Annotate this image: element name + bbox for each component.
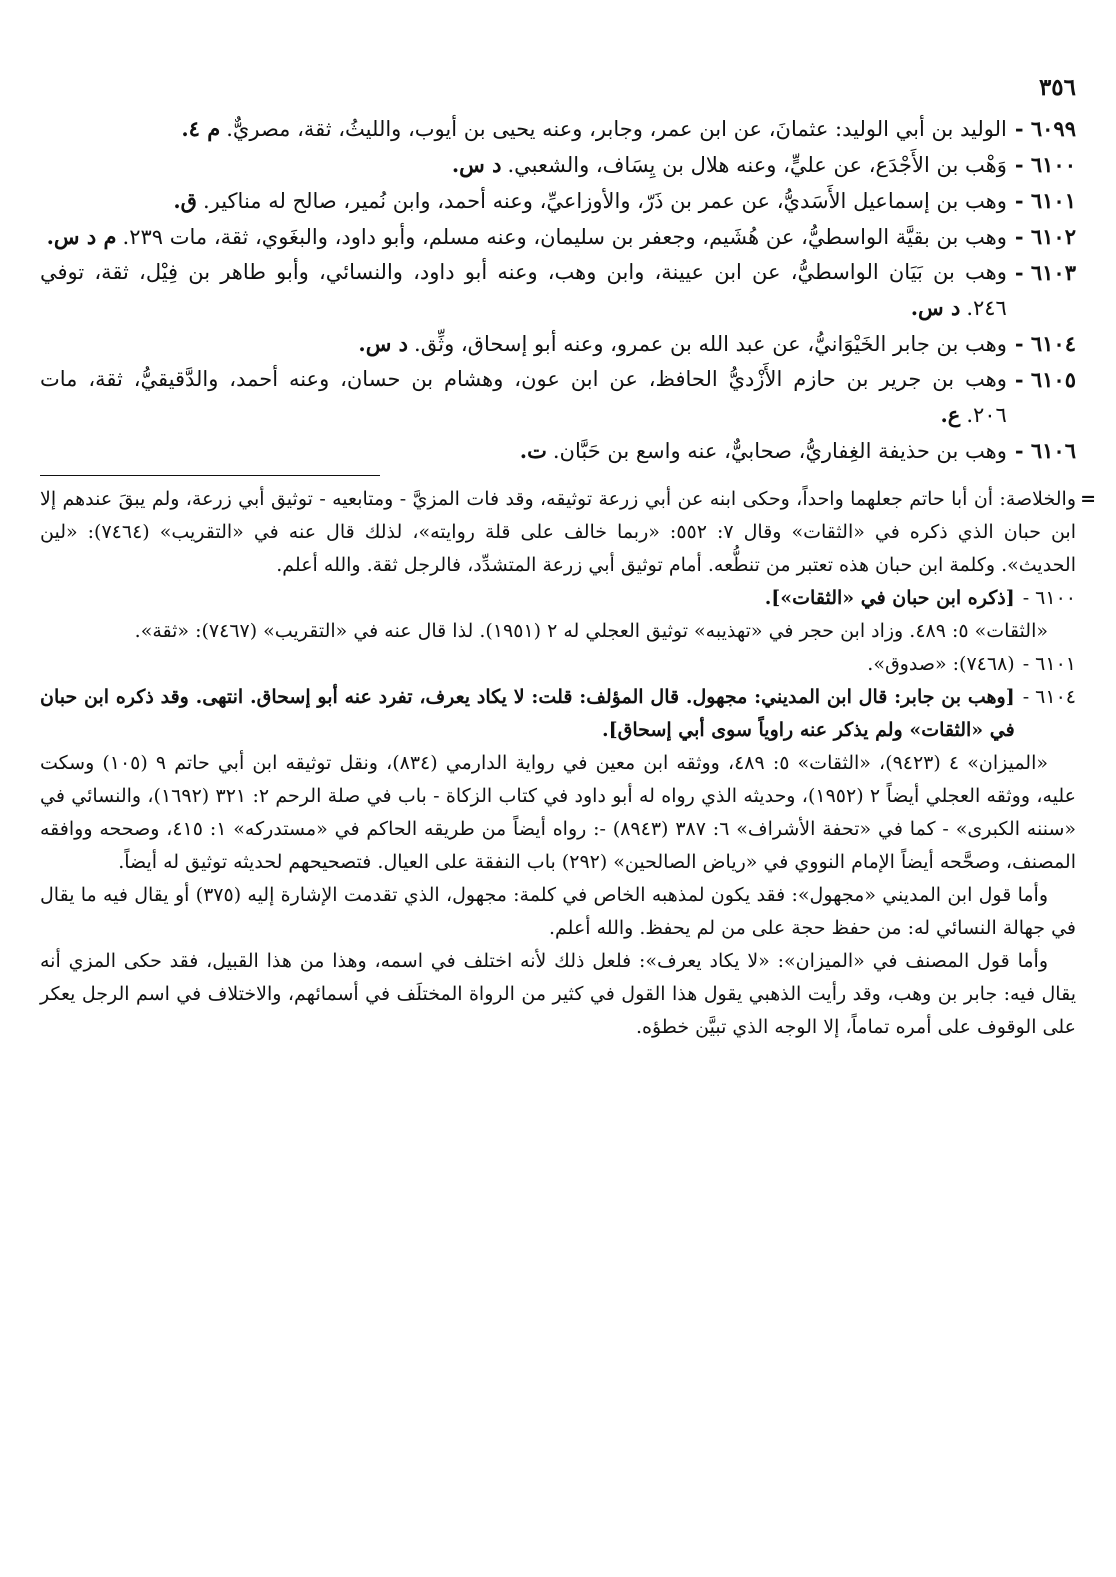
entry — [40, 433, 1076, 469]
page-number: ٣٥٦ — [1038, 74, 1076, 101]
entry-number: ٦١٠٤ - — [1015, 326, 1076, 361]
entry — [40, 326, 1076, 362]
entry-code: م د س. — [46, 224, 117, 249]
note-number: ٦١٠٠ - — [1023, 582, 1076, 615]
entry-number: ٦١٠٣ - — [1015, 255, 1076, 290]
entries-list — [40, 111, 1076, 469]
entry-text: وهب بن إسماعيل الأَسَديُّ، عن عمر بن ذَرّ، والأوزاعيِّ، وعنه أحمد، وابن نُمير، صالح له مناكير.ق. — [173, 188, 1007, 213]
entry-text: وهب بن بَيَان الواسطيُّ، عن ابن عيينة، وابن وهب، وعنه أبو داود، والنسائي، وأبو طاهر بن فِيْل، ثقة، توفي ٢٤٦.د س. — [40, 260, 1007, 320]
entry-text: وهب بن حذيفة الغِفاريُّ، صحابيٌّ، عنه واسع بن حَبَّان.ت. — [519, 438, 1007, 463]
entry — [40, 362, 1076, 433]
note-6104 — [40, 681, 1076, 747]
entry-number: ٦١٠٦ - — [1015, 433, 1076, 468]
entry — [40, 219, 1076, 255]
entry-code: م ٤. — [181, 116, 221, 141]
footnotes — [40, 483, 1096, 1044]
entry-number: ٦١٠١ - — [1015, 183, 1076, 218]
note-continuation: = والخلاصة: أن أبا حاتم جعلهما واحداً، وحكى ابنه عن أبي زرعة توثيقه، وقد فات المزيَّ - ومتابعيه - توثيق أبي زرعة، ولم يبقَ عندهم إلا ابن حبان الذي ذكره في «الثقات» وقال ٧: ٥٥٢: «ربما خالف على قلة روايته»، لذلك قال عنه في «التقريب» (٧٤٦٤): «لين الحديث». وكلمة ابن حبان هذه تعتبر من تنطُّعه. أمام توثيق أبي زرعة المتشدِّد، فالرجل ثقة. والله أعلم. — [40, 483, 1076, 582]
entry-code: ت. — [519, 438, 547, 463]
entry-text: وَهْب بن الأَجْدَع، عن عليٍّ، وعنه هلال بن يِسَاف، والشعبي.د س. — [451, 152, 1007, 177]
note-body: «الثقات» ٥: ٤٨٩. وزاد ابن حجر في «تهذيبه» توثيق العجلي له ٢ (١٩٥١). لذا قال عنه في «التقريب» (٧٤٦٧): «ثقة». — [134, 620, 1048, 642]
entry-text: الوليد بن أبي الوليد: عثمانَ، عن ابن عمر، وجابر، وعنه يحيى بن أيوب، والليثُ، ثقة، مصريٌّ.م ٤. — [181, 116, 1007, 141]
footnote-divider — [40, 475, 380, 476]
entry — [40, 147, 1076, 183]
note-paragraph: وأما قول المصنف في «الميزان»: «لا يكاد يعرف»: فلعل ذلك لأنه اختلف في اسمه، وهذا من هذا القبيل، فقد حكى المزي أنه يقال فيه: جابر بن وهب، وقد رأيت الذهبي يقول هذا القول في كثير من الرواة المختلَف في أسمائهم، والاختلاف في اسم الرجل يعكر على الوقوف على أمره تماماً، إلا الوجه الذي تبيَّن خطؤه. — [40, 950, 1076, 1038]
note-paragraph: «الميزان» ٤ (٩٤٢٣)، «الثقات» ٥: ٤٨٩، ووثقه ابن معين في رواية الدارمي (٨٣٤)، ونقل توثيقه ابن أبي حاتم ٩ (١٠٥) وسكت عليه، ووثقه العجلي أيضاً ٢ (١٩٥٢)، وحديثه الذي رواه له أبو داود في كتاب الزكاة - باب في صلة الرحم ٢: ٣٢١ (١٦٩٢)، والنسائي في «سننه الكبرى» - كما في «تحفة الأشراف» ٦: ٣٨٧ (٨٩٤٣) -: رواه أيضاً من طريقه الحاكم في «مستدركه» ١: ٤١٥، وصححه ووافقه المصنف، وصحَّحه أيضاً الإمام النووي في «رياض الصالحين» (٢٩٢) باب النفقة على العيال. فتصحيحهم لحديثه توثيق له أيضاً. — [40, 752, 1077, 873]
note-number: ٦١٠١ - — [1023, 648, 1076, 681]
continuation-mark: = — [1080, 488, 1096, 510]
entry-code: د س. — [358, 331, 409, 356]
entry-number: ٦١٠٥ - — [1015, 362, 1076, 397]
note-6101 — [40, 648, 1076, 681]
entry-number: ٦٠٩٩ - — [1015, 111, 1076, 146]
entry-code: ق. — [173, 188, 197, 213]
entry-code: د س. — [451, 152, 502, 177]
entry — [40, 111, 1076, 147]
entry-code: د س. — [910, 295, 961, 320]
footnote-divider-row — [40, 473, 1076, 483]
note-6100 — [40, 582, 1076, 615]
note-heading: [وهب بن جابر: قال ابن المديني: مجهول. قال المؤلف: قلت: لا يكاد يعرف، تفرد عنه أبو إسحاق. انتهى. وقد ذكره ابن حبان في «الثقات» ولم يذكر عنه راوياً سوى أبي إسحاق]. — [40, 686, 1015, 741]
entry-text: وهب بن جرير بن حازم الأَزْديُّ الحافظ، عن ابن عون، وهشام بن حسان، وعنه أحمد، والدَّقيقيُّ، ثقة، مات ٢٠٦.ع. — [40, 367, 1007, 427]
entry-number: ٦١٠٢ - — [1015, 219, 1076, 254]
note-paragraph: وأما قول ابن المديني «مجهول»: فقد يكون لمذهبه الخاص في كلمة: مجهول، الذي تقدمت الإشارة إليه (٣٧٥) أو يقال فيه ما يقال في جهالة النسائي له: من حفظ حجة على من لم يحفظ. والله أعلم. — [40, 884, 1076, 939]
entry-code: ع. — [940, 402, 961, 427]
entry-text: وهب بن جابر الخَيْوَانيُّ، عن عبد الله بن عمرو، وعنه أبو إسحاق، وثِّق.د س. — [358, 331, 1007, 356]
document-page — [40, 70, 1096, 1557]
entry-text: وهب بن بقيَّة الواسطيُّ، عن هُشَيم، وجعفر بن سليمان، وعنه مسلم، وأبو داود، والبغَوي، ثقة، مات ٢٣٩.م د س. — [46, 224, 1007, 249]
entry — [40, 255, 1076, 326]
entry — [40, 183, 1076, 219]
note-number: ٦١٠٤ - — [1023, 681, 1076, 714]
entry-number: ٦١٠٠ - — [1015, 147, 1076, 182]
note-body: (٧٤٦٨): «صدوق». — [867, 653, 1015, 675]
note-heading: [ذكره ابن حبان في «الثقات»]. — [764, 587, 1015, 609]
